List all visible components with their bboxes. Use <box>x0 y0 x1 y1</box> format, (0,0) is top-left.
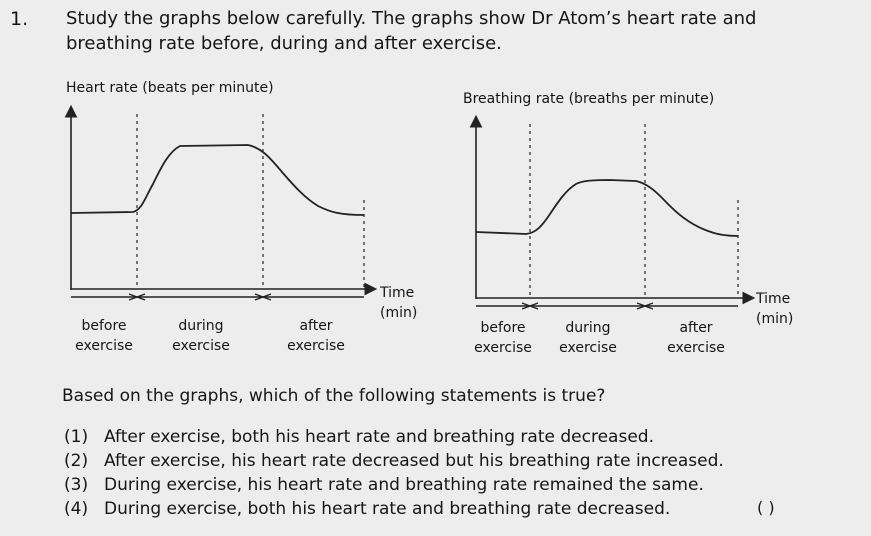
breath-phase-after <box>656 318 736 358</box>
heart-rate-curve <box>71 145 364 215</box>
option-1[interactable] <box>64 427 654 447</box>
breath-phase-before-line-1: before <box>480 320 526 336</box>
breath-x-label-line-2: (min) <box>756 311 794 327</box>
heart-phase-after-line-1: after <box>299 318 333 334</box>
option-2-text: After exercise, his heart rate decreased but his breathing rate increased. <box>104 451 724 471</box>
question-number: 1. <box>10 8 29 30</box>
heart-x-label-line-1: Time <box>380 285 415 301</box>
heart-phase-before-line-2: exercise <box>75 338 133 354</box>
option-4[interactable] <box>64 499 670 519</box>
heart-phase-during <box>158 316 244 356</box>
option-3-number: (3) <box>64 475 89 495</box>
option-1-number: (1) <box>64 427 89 447</box>
heart-phase-before-line-1: before <box>81 318 127 334</box>
question-stem-line-1: Study the graphs below carefully. The graphs show Dr Atom’s heart rate and <box>66 8 757 29</box>
breath-phase-before <box>466 318 540 358</box>
option-4-text: During exercise, both his heart rate and breathing rate decreased. <box>104 499 671 519</box>
heart-phase-before <box>64 316 144 356</box>
breath-phase-during-line-2: exercise <box>559 340 617 356</box>
heart-phase-after <box>274 316 358 356</box>
question-stem-line-2: breathing rate before, during and after exercise. <box>66 33 502 54</box>
answer-bracket[interactable]: ( ) <box>757 498 775 517</box>
option-3-text: During exercise, his heart rate and breathing rate remained the same. <box>104 475 704 495</box>
heart-x-label <box>380 283 417 323</box>
heart-phase-during-line-2: exercise <box>172 338 230 354</box>
option-4-number: (4) <box>64 499 89 519</box>
breath-x-label <box>756 289 793 329</box>
option-3[interactable] <box>64 475 704 495</box>
breathing-graph-title: Breathing rate (breaths per minute) <box>463 91 715 107</box>
heart-rate-graph <box>71 108 374 300</box>
heart-phase-after-line-2: exercise <box>287 338 345 354</box>
breath-x-label-line-1: Time <box>756 291 791 307</box>
breath-phase-before-line-2: exercise <box>474 340 532 356</box>
breathing-rate-curve <box>476 180 738 236</box>
heart-graph-title: Heart rate (beats per minute) <box>66 80 274 96</box>
heart-x-label-line-2: (min) <box>380 305 418 321</box>
breath-phase-after-line-2: exercise <box>667 340 725 356</box>
breathing-rate-graph <box>476 118 752 309</box>
breath-phase-during <box>548 318 628 358</box>
heart-phase-during-line-1: during <box>178 318 224 334</box>
breath-phase-after-line-1: after <box>679 320 713 336</box>
option-2-number: (2) <box>64 451 89 471</box>
option-1-text: After exercise, both his heart rate and breathing rate decreased. <box>104 427 654 447</box>
option-2[interactable] <box>64 451 724 471</box>
breath-phase-during-line-1: during <box>565 320 611 336</box>
question-prompt: Based on the graphs, which of the following statements is true? <box>62 386 606 406</box>
